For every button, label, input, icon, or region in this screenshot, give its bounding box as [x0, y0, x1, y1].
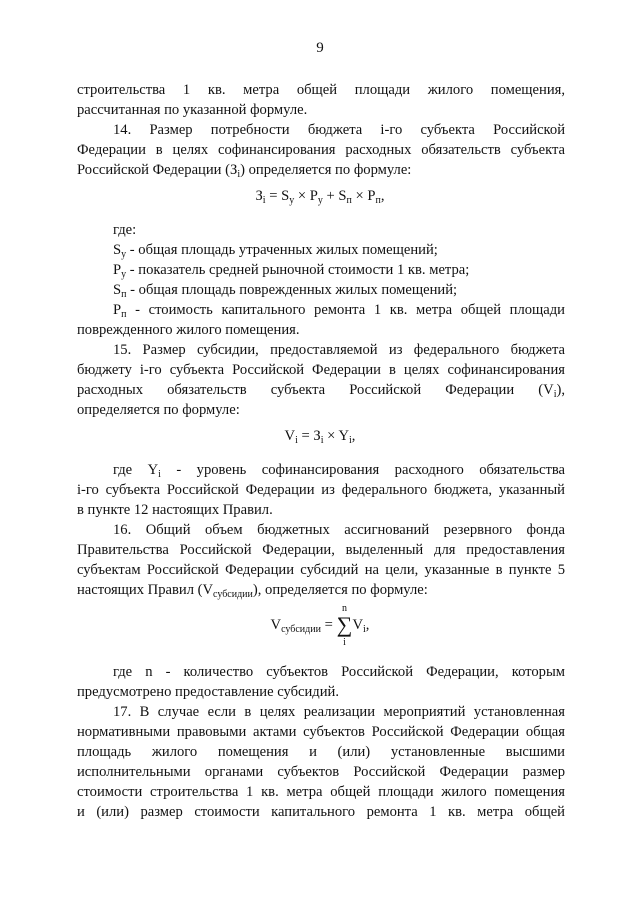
text-line: $S_у$ - общая площадь утраченных жилых помещений;	[113, 242, 438, 260]
formula-subsidy	[0, 426, 640, 446]
text-line: рассчитанная по указанной формуле.	[77, 102, 308, 118]
text-line: 14. Размер потребности бюджета i-го субъекта Российской	[113, 122, 565, 138]
summation-lower-limit: i	[343, 637, 346, 648]
formula-total-subsidy	[0, 603, 640, 648]
text-line: строительства 1 кв. метра общей площади жилого помещения,	[77, 82, 565, 98]
text-line: предусмотрено предоставление субсидий.	[77, 684, 340, 700]
text-line: поврежденного жилого помещения.	[77, 322, 300, 338]
text-line: где:	[113, 222, 137, 238]
text-line: i-го субъекта Российской Федерации из федерального бюджета, указанный	[77, 482, 565, 498]
formula-budget-need	[0, 186, 640, 206]
text-line: 16. Общий объем бюджетных ассигнований резервного фонда	[113, 522, 565, 538]
text-line: 17. В случае если в целях реализации мероприятий установленная	[113, 704, 565, 720]
text-line: $P_у$ - показатель средней рыночной стоимости 1 кв. метра;	[113, 262, 470, 280]
formula-total-right: $V_i$,	[352, 617, 370, 636]
text-line: стоимости строительства 1 кв. метра общей площади жилого помещения	[77, 784, 565, 800]
text-line: Российской Федерации $(З_i)$ определяется по формуле:	[77, 162, 412, 180]
text-line: исполнительными органами субъектов Российской Федерации размер	[77, 764, 565, 780]
formula-total-left: $V_{субсидии}$ =	[270, 617, 337, 636]
summation-sign	[336, 603, 353, 648]
text-line: настоящих Правил $(V_{субсидии})$, определяется по формуле:	[77, 582, 428, 600]
formula-budget-need-expr: $З_i = S_у \times P_у + S_п \times P_п$,	[255, 188, 385, 206]
text-line: $S_п$ - общая площадь поврежденных жилых помещений;	[113, 282, 458, 300]
text-line: где n - количество субъектов Российской Федерации, которым	[113, 664, 565, 680]
text-line: нормативными правовыми актами субъектов Российской Федерации общая	[77, 724, 565, 740]
text-line: 15. Размер субсидии, предоставляемой из федерального бюджета	[113, 342, 565, 358]
text-line: где $Y_i$ - уровень софинансирования расходного обязательства	[113, 462, 565, 480]
text-line: субъектам Российской Федерации субсидий на цели, указанные в пункте 5	[77, 562, 565, 578]
text-line: Федерации в целях софинансирования расходных обязательств субъекта	[77, 142, 565, 158]
text-line: $P_п$ - стоимость капитального ремонта 1 кв. метра общей площади	[113, 302, 565, 320]
formula-subsidy-expr: $V_i = З_i \times Y_i$,	[284, 428, 356, 446]
text-line: в пункте 12 настоящих Правил.	[77, 502, 273, 518]
text-line: и (или) размер стоимости капитального ремонта 1 кв. метра общей	[77, 804, 565, 820]
text-line: бюджету i-го субъекта Российской Федерации в целях софинансирования	[77, 362, 565, 378]
text-line: Правительства Российской Федерации, выделенный для предоставления	[77, 542, 565, 558]
text-line: площадь жилого помещения и (или) установленные высшими	[77, 744, 565, 760]
page-number: 9	[316, 40, 324, 56]
sigma-symbol: ∑	[336, 612, 353, 637]
text-line: определяется по формуле:	[77, 402, 240, 418]
summation-upper-limit: n	[341, 603, 347, 614]
text-line: расходных обязательств субъекта Российской Федерации $(V_i)$,	[77, 382, 565, 400]
